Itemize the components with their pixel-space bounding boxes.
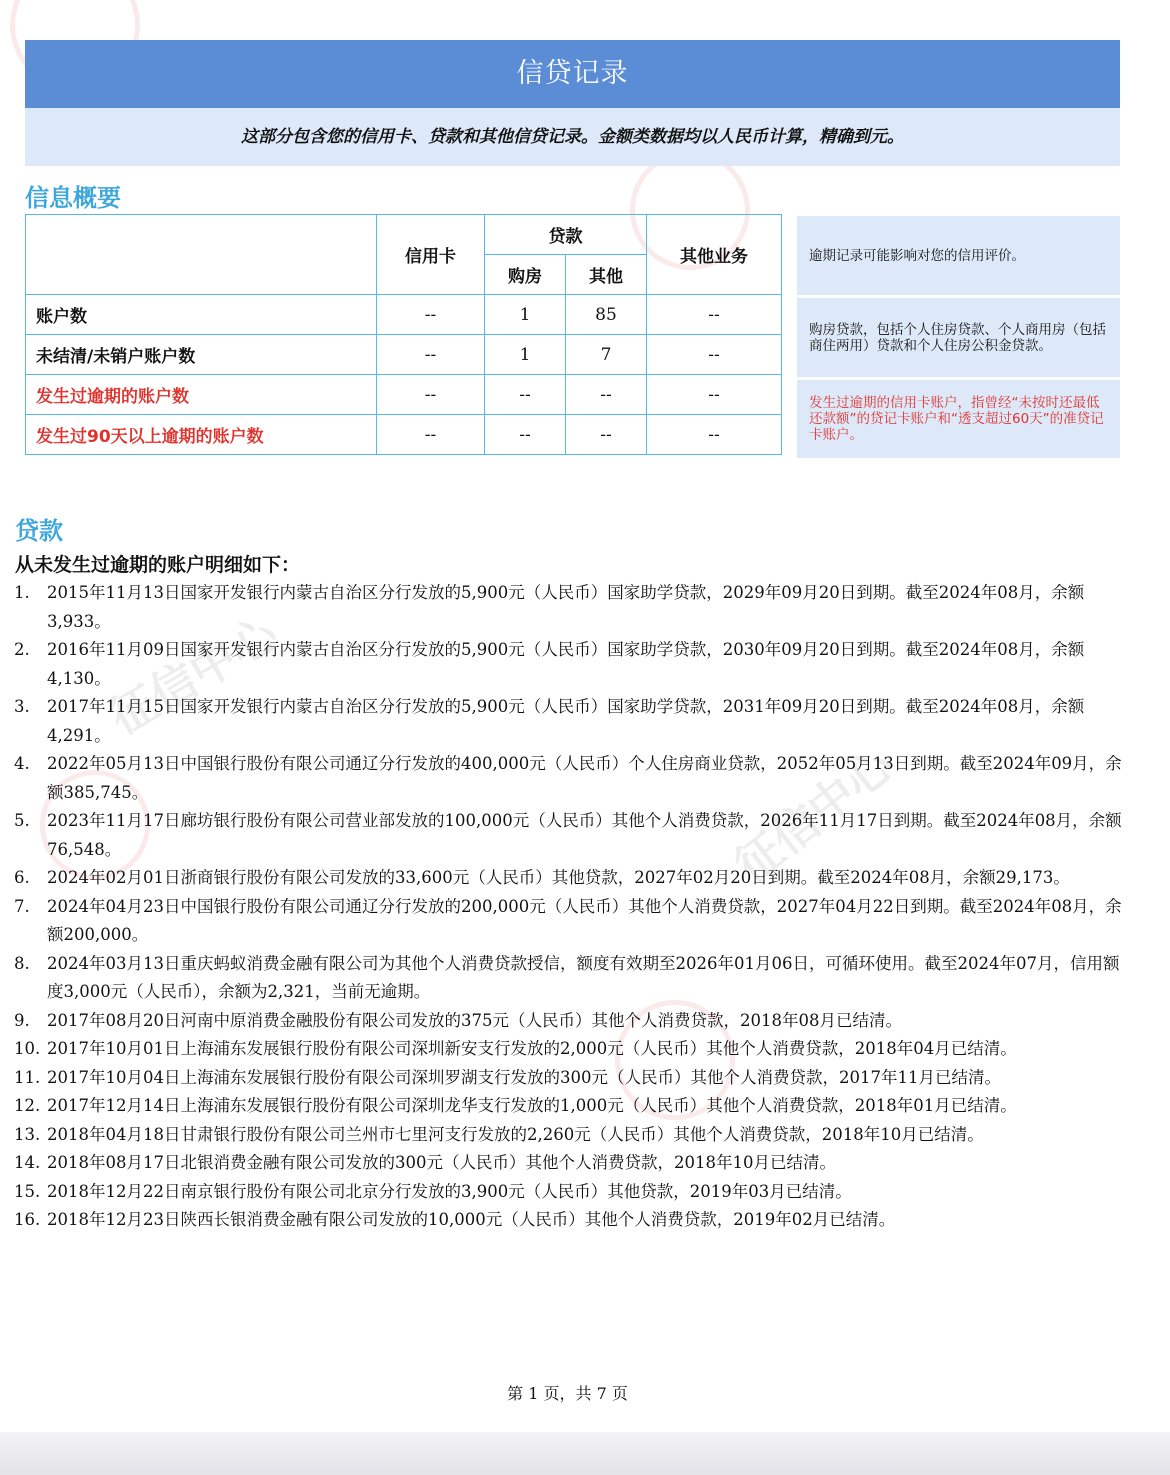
cell-credit: --: [377, 295, 485, 335]
list-item: [14, 579, 1124, 636]
header-credit-card: 信用卡: [377, 215, 485, 295]
list-item-number: 8.: [14, 953, 30, 973]
list-item-text: 2017年11月15日国家开发银行内蒙古自治区分行发放的5,900元（人民币）国家助学贷款，2031年09月20日到期。截至2024年08月，余额4,291。: [47, 697, 1085, 745]
list-item: [14, 807, 1124, 864]
cell-biz: --: [647, 295, 782, 335]
list-item: [14, 864, 1124, 893]
list-item-number: 6.: [14, 868, 30, 887]
header-other-business: 其他业务: [647, 215, 782, 295]
list-item: [14, 636, 1124, 693]
cell-other: --: [566, 415, 647, 455]
list-item-text: 2018年04月18日甘肃银行股份有限公司兰州市七里河支行发放的2,260元（人民币）其他个人消费贷款，2018年10月已结清。: [47, 1124, 984, 1144]
table-row: [26, 335, 782, 375]
cell-housing: 1: [485, 335, 566, 375]
list-item-text: 2018年12月22日南京银行股份有限公司北京分行发放的3,900元（人民币）其他贷款，2019年03月已结清。: [47, 1181, 852, 1201]
list-item: [14, 1092, 1124, 1121]
list-item-text: 2017年10月04日上海浦东发展银行股份有限公司深圳罗湖支行发放的300元（人民币）其他个人消费贷款，2017年11月已结清。: [47, 1067, 1001, 1087]
table-row: [26, 415, 782, 455]
cell-credit: --: [377, 415, 485, 455]
list-item: [14, 1035, 1124, 1064]
row-label: 未结清/未销户账户数: [26, 335, 377, 375]
cell-other: 85: [566, 295, 647, 335]
cell-housing: --: [485, 375, 566, 415]
watermark-text: 征信中心: [724, 737, 903, 894]
list-item-text: 2017年12月14日上海浦东发展银行股份有限公司深圳龙华支行发放的1,000元（人民币）其他个人消费贷款，2018年01月已结清。: [47, 1096, 1017, 1115]
cell-housing: --: [485, 415, 566, 455]
list-item-text: 2022年05月13日中国银行股份有限公司通辽分行发放的400,000元（人民币）个人住房商业贷款，2052年05月13日到期。截至2024年09月，余额385,745。: [47, 754, 1122, 802]
bottom-bar: [0, 1432, 1170, 1475]
list-item-text: 2018年12月23日陕西长银消费金融有限公司发放的10,000元（人民币）其他个人消费贷款，2019年02月已结清。: [47, 1210, 896, 1229]
loan-list: [14, 579, 1124, 1235]
list-item-text: 2018年08月17日北银消费金融有限公司发放的300元（人民币）其他个人消费贷款，2018年10月已结清。: [47, 1153, 836, 1172]
section-banner-title: 信贷记录: [25, 40, 1120, 108]
list-item: [14, 1064, 1124, 1093]
loans-title: 贷款: [15, 517, 63, 545]
note-overdue-impact: 逾期记录可能影响对您的信用评价。: [797, 216, 1120, 295]
list-item-number: 2.: [14, 640, 30, 659]
list-item-number: 7.: [14, 896, 30, 916]
list-item-number: 16.: [14, 1210, 41, 1229]
list-item-number: 14.: [14, 1153, 41, 1172]
list-item-number: 9.: [14, 1010, 30, 1030]
list-item-text: 2017年08月20日河南中原消费金融股份有限公司发放的375元（人民币）其他个人消费贷款，2018年08月已结清。: [47, 1010, 902, 1030]
list-item-text: 2016年11月09日国家开发银行内蒙古自治区分行发放的5,900元（人民币）国家助学贷款，2030年09月20日到期。截至2024年08月，余额4,130。: [47, 640, 1085, 688]
list-item: [14, 1206, 1124, 1235]
row-label: 账户数: [26, 295, 377, 335]
loans-subheading: 从未发生过逾期的账户明细如下：: [15, 554, 301, 576]
table-corner: [26, 215, 377, 295]
table-row: [26, 295, 782, 335]
list-item-number: 12.: [14, 1096, 41, 1115]
cell-credit: --: [377, 335, 485, 375]
cell-biz: --: [647, 415, 782, 455]
list-item-number: 1.: [14, 583, 30, 602]
list-item-number: 5.: [14, 811, 30, 830]
list-item-number: 3.: [14, 697, 30, 716]
section-description: 这部分包含您的信用卡、贷款和其他信贷记录。金额类数据均以人民币计算，精确到元。: [25, 108, 1120, 166]
row-label: 发生过90天以上逾期的账户数: [26, 415, 377, 455]
list-item-text: 2024年03月13日重庆蚂蚁消费金融有限公司为其他个人消费贷款授信，额度有效期至2026年01月06日，可循环使用。截至2024年07月，信用额度3,000元（人民币），余额为2,321，当前无逾期。: [47, 953, 1120, 1001]
list-item-text: 2023年11月17日廊坊银行股份有限公司营业部发放的100,000元（人民币）其他个人消费贷款，2026年11月17日到期。截至2024年08月，余额76,548。: [47, 811, 1122, 859]
list-item: [14, 1121, 1124, 1150]
header-loans: 贷款: [485, 215, 647, 255]
list-item: [14, 1007, 1124, 1036]
list-item-number: 11.: [14, 1067, 41, 1087]
header-housing: 购房: [485, 255, 566, 295]
cell-other: 7: [566, 335, 647, 375]
overview-table: [25, 214, 782, 455]
list-item-text: 2015年11月13日国家开发银行内蒙古自治区分行发放的5,900元（人民币）国家助学贷款，2029年09月20日到期。截至2024年08月，余额3,933。: [47, 583, 1085, 631]
cell-housing: 1: [485, 295, 566, 335]
cell-other: --: [566, 375, 647, 415]
cell-biz: --: [647, 375, 782, 415]
cell-biz: --: [647, 335, 782, 375]
list-item-text: 2017年10月01日上海浦东发展银行股份有限公司深圳新安支行发放的2,000元（人民币）其他个人消费贷款，2018年04月已结清。: [47, 1039, 1017, 1058]
list-item: [14, 693, 1124, 750]
note-overdue-credit-card: 发生过逾期的信用卡账户，指曾经“未按时还最低还款额”的贷记卡账户和“透支超过60天”的准贷记卡账户。: [797, 380, 1120, 458]
list-item-number: 15.: [14, 1181, 41, 1201]
list-item: [14, 893, 1124, 950]
list-item-number: 4.: [14, 754, 30, 773]
table-row: [26, 375, 782, 415]
list-item: [14, 750, 1124, 807]
page-indicator: 第 1 页，共 7 页: [507, 1384, 628, 1403]
note-housing-loan: 购房贷款，包括个人住房贷款、个人商用房（包括商住两用）贷款和个人住房公积金贷款。: [797, 298, 1120, 377]
row-label: 发生过逾期的账户数: [26, 375, 377, 415]
list-item-number: 13.: [14, 1124, 41, 1144]
list-item-number: 10.: [14, 1039, 41, 1058]
overview-title: 信息概要: [25, 184, 121, 212]
list-item: [14, 950, 1124, 1007]
header-other: 其他: [566, 255, 647, 295]
list-item: [14, 1178, 1124, 1207]
list-item-text: 2024年04月23日中国银行股份有限公司通辽分行发放的200,000元（人民币）其他个人消费贷款，2027年04月22日到期。截至2024年08月，余额200,000。: [47, 896, 1122, 944]
watermark-text: 征信中心: [100, 606, 287, 745]
list-item-text: 2024年02月01日浙商银行股份有限公司发放的33,600元（人民币）其他贷款，2027年02月20日到期。截至2024年08月，余额29,173。: [47, 868, 1070, 887]
list-item: [14, 1149, 1124, 1178]
cell-credit: --: [377, 375, 485, 415]
